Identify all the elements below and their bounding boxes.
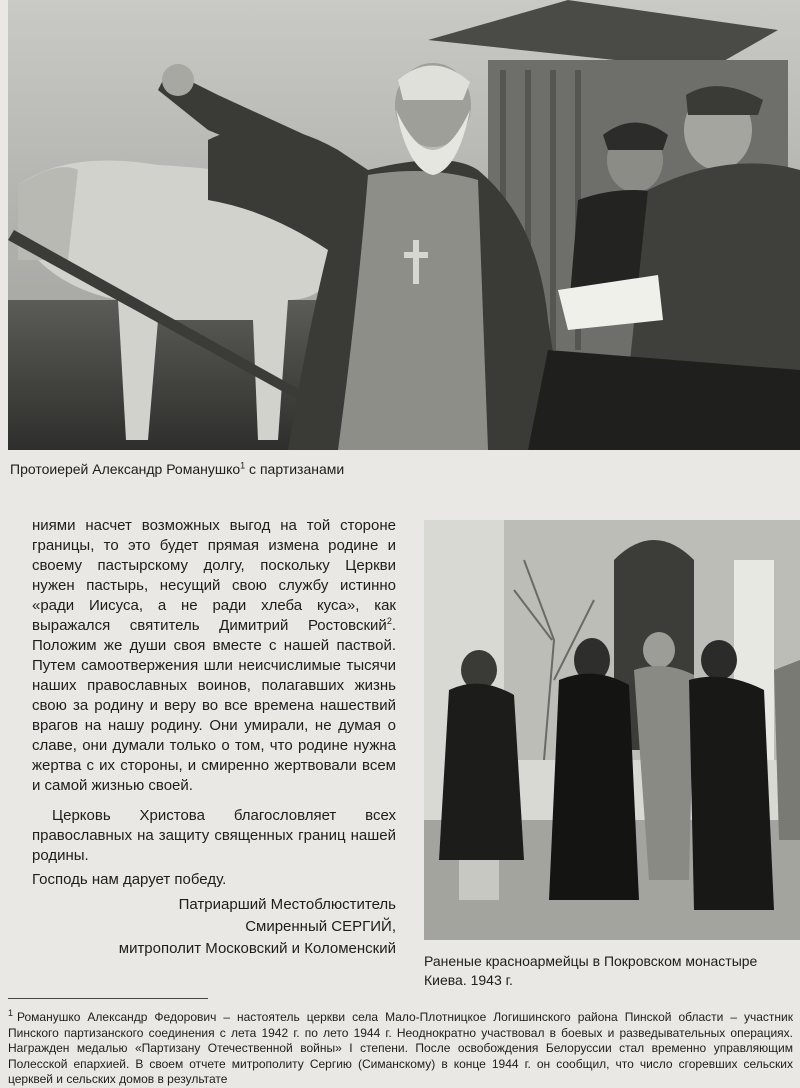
caption-text: Протоиерей Александр Романушко	[10, 461, 241, 477]
letter-paragraph-3: Господь нам дарует победу.	[32, 871, 227, 888]
footnote-ref-2[interactable]: 2	[386, 616, 392, 626]
paragraph-text-tail: . Положим же души своя вместе с нашей паствой. Путем самоотвержения шли неисчислимые тысячи наших православных воинов, полагавших жизнь свою за родину и веру во все времена нашествий врагов на нашу родину. Они умирали, не думая о славе, они думали только о том, что родине нужна жертва с их стороны, и смиренно жертвовали всем и самой жизнью своей.	[32, 617, 396, 794]
caption-text-tail: с партизанами	[245, 461, 345, 477]
letter-paragraph-2: Церковь Христова благословляет всех православных на защиту священных границ нашей родины.	[32, 807, 396, 864]
signature-name: Смиренный СЕРГИЙ,	[245, 918, 396, 935]
signature-position: митрополит Московский и Коломенский	[118, 940, 396, 957]
wounded-soldiers-monastery-photo	[424, 520, 800, 940]
top-photo-caption	[10, 460, 770, 478]
letter-text-column	[32, 516, 396, 960]
footnote-1	[8, 1006, 793, 1088]
signature-block	[32, 894, 396, 960]
footnote-ref-1[interactable]: 1	[240, 460, 246, 471]
priest-with-partisans-photo	[8, 0, 800, 450]
footnote-divider	[8, 998, 208, 999]
footnote-text: Романушко Александр Федорович – настоятель церкви села Мало-Плотницкое Логишинского района Пинской области – участник Пинского партизанского соединения с лета 1942 г. по лето 1944 г. Неоднократно участвовал в боевых и разведывательных операциях. Награжден медалью «Партизану Отечественной войны» I степени. После освобождения Белоруссии стал временно управляющим Полесской епархией. В своем отчете митрополиту Сергию (Симанскому) в конце 1944 г. он сообщил, что число сгоревших сельских церквей и сельских домов в результате	[8, 1010, 793, 1086]
right-photo-caption: Раненые красноармейцы в Покровском монастыре Киева. 1943 г.	[424, 953, 758, 988]
letter-paragraph-1	[32, 516, 396, 796]
signature-title: Патриарший Местоблюститель	[178, 896, 396, 913]
paragraph-text: ниями насчет возможных выгод на той стороне границы, то это будет прямая измена родине и своему пастырскому долгу, поскольку Церкви нужен пастырь, несущий свою службу истинно «ради Иисуса, а не ради хлеба куса», как выражался святитель Димитрий Ростовский	[32, 517, 396, 634]
footnote-number: 1	[8, 1008, 14, 1018]
